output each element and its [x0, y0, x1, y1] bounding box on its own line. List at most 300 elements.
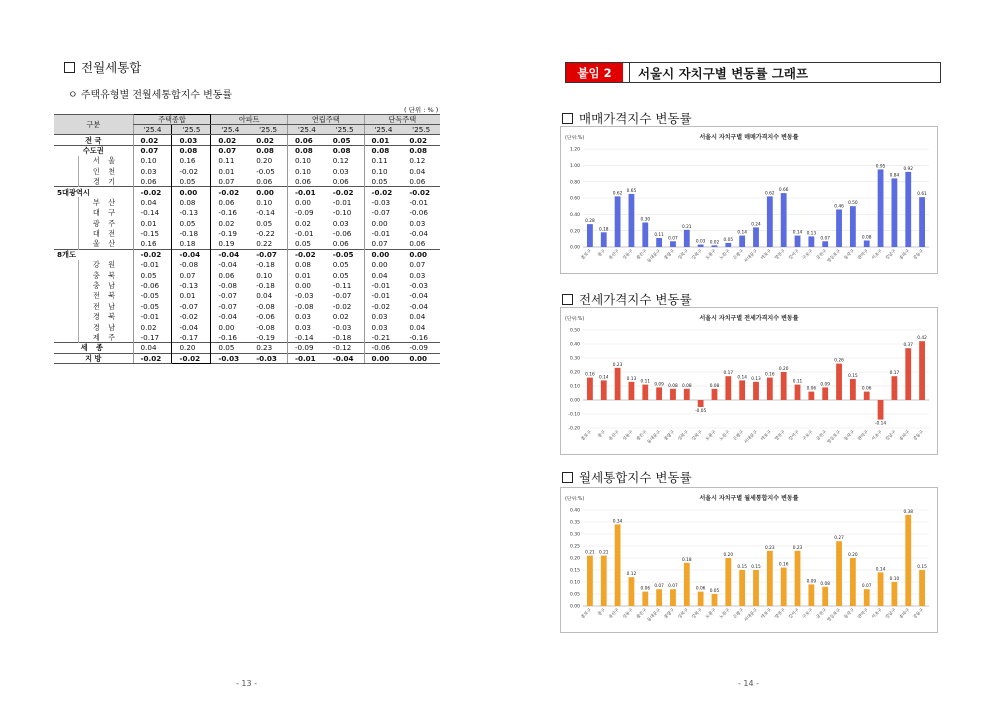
table-cell: -0.02 — [364, 187, 402, 197]
y-tick-label: 0.35 — [569, 520, 580, 526]
bar — [642, 385, 648, 400]
table-cell: 0.06 — [211, 197, 249, 207]
data-label: 0.11 — [792, 379, 803, 385]
row-label: 부 산 — [78, 197, 133, 207]
table-cell: -0.02 — [364, 301, 402, 311]
table-row — [54, 312, 440, 322]
table-cell: -0.06 — [332, 229, 352, 239]
data-label: 0.20 — [778, 367, 789, 372]
table-cell: 0.00 — [364, 353, 402, 363]
x-tick-label: 양천구 — [774, 248, 787, 262]
x-tick-label: 동작구 — [843, 607, 856, 621]
table-cell: 0.03 — [409, 270, 426, 280]
table-cell: 0.19 — [211, 239, 249, 249]
y-tick-label: 0.40 — [569, 508, 580, 514]
row-indent — [54, 332, 78, 342]
bar — [822, 387, 828, 400]
bar — [739, 236, 745, 247]
x-tick-label: 도봉구 — [705, 607, 718, 621]
data-label: 0.08 — [668, 383, 678, 389]
table-cell: 0.04 — [409, 322, 426, 332]
table-cell: -0.02 — [211, 187, 249, 197]
data-label: 0.07 — [668, 236, 678, 242]
table-cell: 0.01 — [211, 166, 249, 176]
data-label: 0.50 — [848, 201, 858, 207]
table-cell: -0.18 — [256, 260, 275, 270]
table-cell: -0.08 — [172, 260, 211, 270]
table-cell: 0.04 — [409, 166, 426, 176]
table-cell: 0.03 — [364, 322, 402, 332]
table-cell: -0.01 — [364, 228, 402, 238]
bar — [919, 197, 925, 247]
table-cell: -0.01 — [287, 228, 325, 238]
table-cell: -0.17 — [172, 332, 211, 342]
bar — [656, 589, 662, 606]
x-tick-label: 서초구 — [871, 429, 884, 443]
y-tick-label: 0.60 — [569, 196, 580, 202]
table-cell: -0.02 — [133, 353, 172, 363]
data-label: 0.12 — [626, 572, 637, 578]
x-tick-label: 동작구 — [843, 429, 856, 443]
chart-unit: (단위:%) — [565, 136, 585, 141]
x-tick-label: 서대문구 — [743, 607, 759, 624]
x-tick-label: 광진구 — [635, 607, 649, 621]
table-cell: 0.03 — [287, 312, 325, 322]
table-cell: -0.01 — [133, 312, 172, 322]
data-label: 0.17 — [889, 371, 900, 377]
x-tick-label: 영등포구 — [826, 248, 842, 265]
x-tick-label: 관악구 — [857, 429, 870, 443]
table-cell: 0.08 — [402, 145, 440, 155]
row-indent — [54, 301, 78, 311]
data-label: 0.21 — [682, 224, 692, 230]
row-label: 세 종 — [54, 343, 133, 353]
jeonse-chart-svg — [561, 308, 937, 454]
period-header: '25.4 — [211, 125, 249, 135]
data-label: 0.06 — [640, 586, 651, 592]
x-tick-label: 금천구 — [815, 248, 829, 262]
table-cell: 0.06 — [211, 270, 249, 280]
data-label: 0.66 — [778, 188, 789, 194]
y-tick-label: 0.50 — [569, 328, 580, 334]
checkbox-square-icon — [562, 294, 573, 305]
x-tick-label: 중구 — [597, 429, 607, 440]
x-tick-label: 강남구 — [884, 607, 898, 621]
x-tick-label: 도봉구 — [705, 248, 718, 262]
bar — [601, 232, 607, 247]
x-tick-label: 중랑구 — [663, 248, 676, 262]
data-label: 0.11 — [640, 379, 651, 385]
x-tick-label: 양천구 — [774, 607, 787, 621]
bar — [850, 558, 856, 606]
table-cell: 0.10 — [256, 270, 273, 280]
row-label: 5대광역시 — [54, 187, 133, 197]
data-label: 0.84 — [889, 173, 900, 179]
table-row — [54, 176, 440, 186]
row-label: 울 산 — [78, 239, 133, 249]
bar — [712, 389, 718, 400]
table-cell: 0.04 — [256, 291, 273, 301]
table-row — [54, 156, 440, 166]
table-cell: -0.03 — [409, 281, 428, 291]
y-tick-label: 0.30 — [569, 532, 580, 538]
bar — [670, 589, 676, 606]
col-header-housing-total: 주택종합 — [133, 115, 211, 125]
bar — [753, 570, 759, 606]
bar — [864, 589, 870, 606]
bar — [615, 196, 621, 247]
data-label: 0.06 — [861, 386, 872, 392]
row-indent — [54, 176, 78, 186]
table-cell: -0.05 — [326, 249, 364, 259]
data-label: 0.08 — [682, 383, 692, 389]
table-row — [54, 187, 440, 197]
data-label: 0.07 — [861, 584, 872, 590]
bar — [808, 584, 814, 606]
table-row — [54, 291, 440, 301]
table-cell: -0.07 — [249, 249, 287, 259]
table-cell: 0.00 — [172, 187, 211, 197]
y-tick-label: 1.20 — [569, 147, 580, 153]
period-header: '25.4 — [287, 125, 325, 135]
bar — [905, 348, 911, 400]
data-label: 0.03 — [695, 239, 706, 245]
table-cell: -0.07 — [211, 301, 249, 311]
chart-unit: (단위:%) — [565, 497, 585, 502]
table-cell: 0.20 — [172, 343, 211, 353]
table-cell: -0.04 — [211, 260, 249, 270]
data-label: 0.28 — [585, 219, 595, 225]
data-label: 0.16 — [765, 372, 775, 378]
table-cell: 0.00 — [287, 280, 325, 290]
bar — [615, 524, 621, 606]
table-cell: -0.04 — [172, 249, 211, 259]
table-row — [54, 208, 440, 218]
data-label: 0.14 — [737, 230, 747, 236]
data-label: 0.15 — [751, 565, 761, 570]
table-cell: -0.02 — [133, 187, 172, 197]
table-cell: 0.07 — [172, 270, 211, 280]
y-tick-label: 0.40 — [569, 212, 580, 218]
data-label: 0.05 — [723, 237, 734, 243]
table-cell: -0.06 — [256, 312, 275, 322]
data-label: 0.07 — [668, 584, 678, 590]
table-cell: 0.01 — [287, 270, 325, 280]
data-label: 0.16 — [778, 562, 789, 568]
x-tick-label: 성북구 — [677, 248, 690, 262]
appendix-badge: 붙임 2 — [566, 63, 623, 82]
row-label: 경 남 — [78, 322, 133, 332]
bar — [767, 551, 773, 606]
data-label: 0.13 — [626, 376, 637, 382]
table-cell: 0.22 — [256, 239, 273, 249]
table-cell: 0.06 — [133, 176, 172, 186]
sub-title: ㅇ 주택유형별 전월세통합지수 변동률 — [68, 90, 233, 101]
row-label: 전 국 — [85, 135, 102, 145]
data-label: 0.18 — [598, 227, 609, 233]
x-tick-label: 용산구 — [608, 607, 621, 621]
table-cell: 0.00 — [287, 197, 325, 207]
x-tick-label: 영등포구 — [826, 607, 842, 624]
bar — [795, 385, 801, 400]
table-cell: -0.02 — [326, 187, 364, 197]
data-label: 0.06 — [806, 386, 817, 392]
table-cell: -0.13 — [172, 208, 211, 218]
data-label: 0.62 — [612, 191, 623, 197]
data-label: 0.23 — [765, 545, 775, 551]
col-header-group: 구분 — [54, 115, 133, 135]
table-cell: 0.12 — [332, 156, 349, 166]
x-tick-label: 강동구 — [912, 248, 925, 262]
x-tick-label: 구로구 — [801, 429, 815, 443]
bar — [698, 245, 704, 247]
table-cell: -0.04 — [211, 312, 249, 322]
table-cell: -0.07 — [211, 291, 249, 301]
x-tick-label: 서대문구 — [743, 429, 759, 446]
row-indent — [54, 322, 78, 332]
x-tick-label: 성북구 — [677, 429, 690, 443]
chart-title: 서울시 자치구별 월세통합지수 변동률 — [699, 495, 799, 502]
table-cell: 0.06 — [287, 176, 325, 186]
table-cell: 0.03 — [409, 218, 426, 228]
table-cell: 0.00 — [402, 353, 440, 363]
data-label: 0.09 — [820, 382, 830, 388]
x-tick-label: 마포구 — [760, 607, 773, 621]
period-header: '25.5 — [326, 125, 364, 135]
bar — [808, 392, 814, 400]
table-cell: 0.07 — [211, 145, 249, 155]
x-tick-label: 성동구 — [622, 429, 635, 443]
bar — [795, 551, 801, 606]
data-label: 0.06 — [695, 586, 706, 592]
table-cell: -0.06 — [409, 208, 428, 218]
table-cell: 0.11 — [364, 156, 402, 166]
period-header: '25.5 — [172, 125, 211, 135]
data-label: 0.07 — [654, 584, 664, 590]
section-title-monthly — [562, 468, 692, 486]
col-header-rowhouse: 연립주택 — [287, 115, 364, 125]
data-label: 0.13 — [751, 376, 761, 382]
data-label: 0.14 — [792, 230, 803, 236]
table-cell: -0.03 — [287, 291, 325, 301]
table-cell: -0.07 — [364, 208, 402, 218]
bar — [739, 380, 745, 400]
checkbox-square-icon — [562, 113, 573, 124]
x-tick-label: 성북구 — [677, 607, 690, 621]
table-cell: -0.14 — [256, 208, 275, 218]
bar — [878, 400, 884, 420]
bar — [670, 241, 676, 247]
table-cell: -0.10 — [332, 208, 352, 218]
x-tick-label: 강북구 — [691, 607, 704, 621]
table-cell: 0.04 — [364, 270, 402, 280]
x-tick-label: 노원구 — [718, 248, 732, 262]
y-tick-label: 0.80 — [569, 180, 580, 186]
x-tick-label: 양천구 — [774, 429, 787, 443]
table-cell: 0.05 — [256, 218, 273, 228]
bar — [905, 172, 911, 247]
chart-sale — [560, 126, 938, 274]
bar — [642, 592, 648, 606]
appendix-header — [565, 62, 941, 83]
bar — [878, 572, 884, 606]
data-label: -0.05 — [695, 409, 707, 414]
data-label: 0.21 — [585, 550, 595, 556]
y-tick-label: 0.30 — [569, 356, 580, 362]
section-title-text: 매매가격지수 변동률 — [579, 111, 692, 126]
table-row — [54, 322, 440, 332]
table-cell: 0.12 — [409, 156, 426, 166]
x-tick-label: 용산구 — [608, 248, 621, 262]
bar — [629, 194, 635, 247]
data-label: 0.21 — [598, 550, 609, 556]
table-cell: 0.08 — [172, 197, 211, 207]
table-row — [54, 280, 440, 290]
table-cell: -0.21 — [364, 332, 402, 342]
data-label: 0.23 — [612, 362, 623, 368]
table-cell: -0.15 — [133, 228, 172, 238]
chart-title: 서울시 자치구별 매매가격지수 변동률 — [699, 134, 799, 141]
table-cell: -0.04 — [409, 229, 428, 239]
x-tick-label: 관악구 — [857, 607, 870, 621]
x-tick-label: 강서구 — [788, 607, 801, 621]
table-cell: 0.08 — [326, 145, 364, 155]
bar — [795, 236, 801, 247]
x-tick-label: 은평구 — [732, 607, 746, 621]
x-tick-label: 광진구 — [635, 429, 649, 443]
data-label: 0.65 — [626, 188, 637, 194]
table-cell: 0.08 — [287, 260, 325, 270]
data-label: 0.07 — [820, 236, 830, 242]
y-tick-label: 0.20 — [569, 370, 580, 376]
bar — [642, 223, 648, 248]
table-cell: -0.22 — [256, 229, 275, 239]
table-cell: -0.03 — [249, 353, 287, 363]
bar — [656, 387, 662, 400]
table-cell: 0.03 — [287, 322, 325, 332]
table-row — [54, 197, 440, 207]
bar — [864, 240, 870, 247]
data-label: 0.23 — [792, 545, 803, 551]
row-label: 강 원 — [78, 260, 133, 270]
table-cell: 0.11 — [211, 156, 249, 166]
section-title-sale — [562, 109, 692, 127]
table-cell: -0.04 — [172, 322, 211, 332]
table-cell: -0.06 — [133, 280, 172, 290]
x-tick-label: 구로구 — [801, 607, 815, 621]
table-row — [54, 145, 440, 155]
table-cell: 0.01 — [133, 218, 172, 228]
data-label: 0.24 — [751, 222, 761, 228]
data-label: 0.15 — [737, 565, 747, 570]
x-tick-label: 중구 — [597, 607, 607, 618]
x-tick-label: 서대문구 — [743, 248, 759, 265]
data-label: 0.09 — [654, 382, 664, 388]
data-label: 0.38 — [903, 509, 914, 515]
table-cell: -0.03 — [211, 353, 249, 363]
appendix-title: 서울시 자치구별 변동률 그래프 — [629, 63, 940, 82]
table-cell: 0.16 — [133, 239, 172, 249]
table-cell: 0.05 — [172, 218, 211, 228]
row-indent — [54, 218, 78, 228]
bar — [864, 392, 870, 400]
table-cell: 0.06 — [409, 176, 426, 186]
table-cell: -0.17 — [133, 332, 172, 342]
table-cell: 0.04 — [133, 343, 172, 353]
index-change-table — [54, 114, 440, 364]
table-cell: 0.00 — [249, 187, 287, 197]
table-cell: -0.09 — [402, 343, 440, 353]
table-row — [54, 218, 440, 228]
row-indent — [54, 239, 78, 249]
bar — [725, 243, 731, 247]
section-title-text: 월세통합지수 변동률 — [579, 470, 692, 485]
table-cell: 0.02 — [332, 312, 349, 322]
table-cell: -0.16 — [211, 332, 249, 342]
table-cell: -0.01 — [364, 280, 402, 290]
table-cell: -0.05 — [133, 291, 172, 301]
x-tick-label: 마포구 — [760, 429, 773, 443]
table-row — [54, 260, 440, 270]
table-cell: 0.03 — [364, 312, 402, 322]
chart-jeonse — [560, 307, 938, 455]
bar — [850, 379, 856, 400]
table-cell: -0.19 — [256, 332, 275, 342]
bar — [878, 169, 884, 247]
table-cell: -0.02 — [402, 187, 440, 197]
section-title-text: 전월세통합 — [81, 60, 142, 75]
row-label: 전 남 — [78, 301, 133, 311]
bar — [781, 193, 787, 247]
chart-monthly — [560, 487, 938, 633]
table-cell: 0.00 — [364, 249, 402, 259]
table-row — [54, 353, 440, 363]
bar — [753, 382, 759, 400]
table-cell: -0.16 — [211, 208, 249, 218]
table-cell: 0.01 — [172, 291, 211, 301]
bar — [822, 241, 828, 247]
data-label: 0.42 — [917, 336, 927, 342]
row-indent — [54, 291, 78, 301]
x-tick-label: 도봉구 — [705, 429, 718, 443]
x-tick-label: 서초구 — [871, 607, 884, 621]
x-tick-label: 중구 — [597, 248, 607, 259]
table-cell: 0.06 — [332, 239, 349, 249]
x-tick-label: 금천구 — [815, 607, 829, 621]
table-cell: 0.08 — [249, 145, 287, 155]
sale-chart-svg — [561, 127, 937, 273]
table-cell: 0.05 — [332, 270, 349, 280]
table-cell: -0.04 — [326, 353, 364, 363]
period-header: '25.5 — [402, 125, 440, 135]
bar — [601, 380, 607, 400]
x-tick-label: 동대문구 — [646, 429, 663, 446]
table-cell: -0.03 — [364, 197, 402, 207]
x-tick-label: 강동구 — [912, 607, 925, 621]
x-tick-label: 마포구 — [760, 248, 773, 262]
row-label: 경 기 — [78, 176, 133, 186]
row-label: 경 북 — [78, 312, 133, 322]
data-label: 0.15 — [917, 565, 927, 570]
table-cell: 0.03 — [332, 166, 349, 176]
data-label: 0.10 — [889, 577, 900, 582]
table-row — [54, 343, 440, 353]
x-tick-label: 노원구 — [718, 607, 732, 621]
table-cell: 0.04 — [409, 312, 426, 322]
row-indent — [54, 270, 78, 280]
table-cell: -0.01 — [409, 197, 428, 207]
table-cell: 0.03 — [133, 166, 172, 176]
